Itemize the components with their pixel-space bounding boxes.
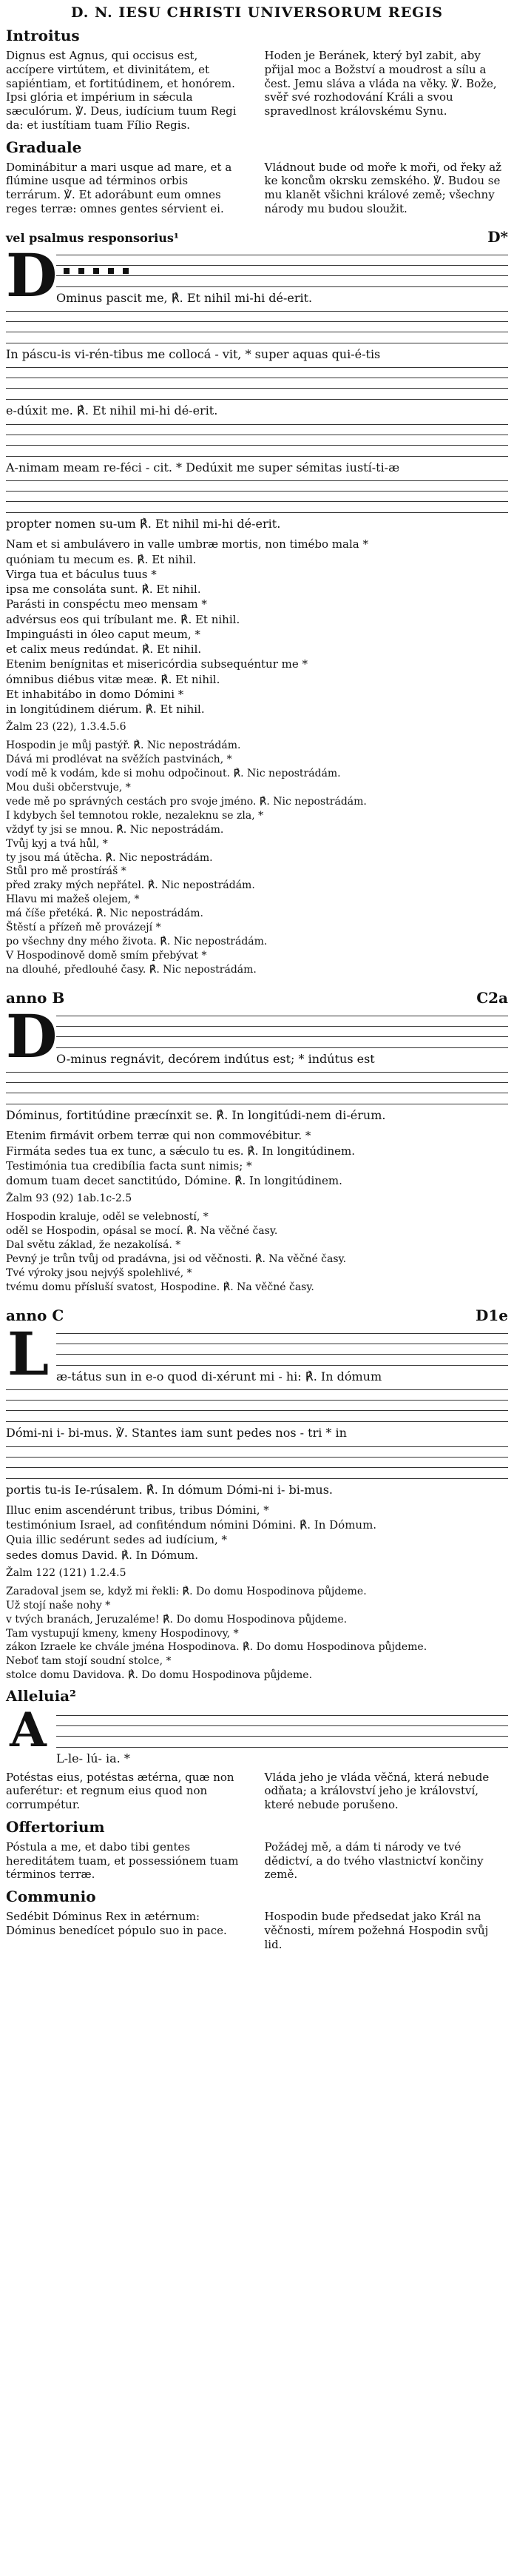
anno-b-lyric-1: O-minus regnávit, decórem indútus est; * indútus est [56, 1051, 375, 1066]
vel-psalm-ref: Žalm 23 (22), 1.3.4.5.6 [6, 721, 126, 734]
anno-b-label: anno B [6, 988, 65, 1007]
anno-c-psalm-czech [6, 1585, 508, 1683]
offertorium-title: Offertorium [6, 1817, 105, 1836]
vel-refrain-lyric: Ominus pascit me, ℟. Et nihil mi-hi dé-erit. [56, 290, 313, 305]
anno-c-verse-line: Illuc enim ascendérunt tribus, tribus Dómini, * [6, 1503, 269, 1517]
anno-b-verse-line: Firmáta sedes tua ex tunc, a sǽculo tu es. ℟. In longitúdinem. [6, 1144, 355, 1158]
staff [6, 1389, 508, 1422]
offertorium-latin: Póstula a me, et dabo tibi gentes hereditátem tuam, et possessiónem tuam términos terræ. [6, 1839, 239, 1882]
staff [56, 255, 508, 287]
alleluia-score-lines [56, 1709, 508, 1765]
psalm-line: Tam vystupují kmeny, kmeny Hospodinovy, * [6, 1627, 239, 1640]
psalm-line: Pevný je trůn tvůj od pradávna, jsi od věčnosti. ℟. Na věčné časy. [6, 1253, 347, 1266]
psalm-line: vodí mě k vodám, kde si mohu odpočinout. ℟. Nic nepostrádám. [6, 768, 341, 780]
page-title: D. N. IESU CHRISTI UNIVERSORUM REGIS [70, 4, 444, 21]
anno-b-psalm-czech [6, 1210, 508, 1294]
psalm-line: Hospodin kraluje, oděl se velebností, * [6, 1211, 209, 1224]
anno-b-initial: D [6, 1001, 58, 1071]
psalm-line: Tvé výroky jsou nejvýš spolehlivé, * [6, 1267, 192, 1279]
neumes [56, 255, 508, 286]
introitus-title: Introitus [6, 27, 80, 44]
psalm-line: Dává mi prodlévat na svěžích pastvinách, * [6, 754, 232, 766]
staff [56, 1715, 508, 1748]
anno-c-psalm-ref: Žalm 122 (121) 1.2.4.5 [6, 1566, 126, 1579]
introitus-czech: Hoden je Beránek, který byl zabit, aby přijal moc a Božství a moudrost a sílu a čest. Jemu sláva a vláda na věky. ℣. Bože, svěř své rozhodování Králi a svou spravedlnost královskému Synu. [264, 49, 497, 118]
anno-c-lyric-3: portis tu-is Ie-rúsalem. ℟. In dómum Dómi-ni i- bi-mus. [6, 1482, 333, 1497]
vel-mode: D* [487, 227, 508, 246]
psalm-line: po všechny dny mého života. ℟. Nic nepostrádám. [6, 935, 268, 947]
psalm-line: před zraky mých nepřátel. ℟. Nic nepostrádám. [6, 879, 255, 892]
neume-mark [123, 268, 129, 274]
anno-b-verse-line: Etenim firmávit orbem terræ qui non commovébitur. * [6, 1129, 311, 1143]
alleluia-czech: Vláda jeho je vláda věčná, která nebude odňata; a království jeho je království, které nebude porušeno. [264, 1770, 490, 1812]
neume-mark [78, 268, 84, 274]
communio-block [6, 1910, 508, 1951]
alleluia-lyric: L-le- lú- ia. * [56, 1751, 130, 1766]
psalm-line: Zaradoval jsem se, když mi řekli: ℟. Do domu Hospodinova půjdeme. [6, 1585, 367, 1597]
psalm-line: tvému domu přísluší svatost, Hospodine. ℟. Na věčné časy. [6, 1281, 314, 1293]
neume-mark [108, 268, 114, 274]
alleluia-initial: A [10, 1703, 47, 1759]
psalm-line: oděl se Hospodin, opásal se mocí. ℟. Na věčné časy. [6, 1225, 278, 1238]
anno-c-verse-line: testimónium Israel, ad confiténdum nómini Dómini. ℟. In Dómum. [6, 1518, 377, 1532]
staff [6, 424, 508, 457]
vel-initial: D [6, 240, 58, 310]
vel-verse-line: in longitúdinem diérum. ℟. Et nihil. [6, 702, 205, 717]
vel-psalm-czech [6, 739, 508, 976]
vel-score-lines [56, 249, 508, 305]
anno-b-score [6, 1001, 508, 1071]
anno-c-header [6, 1307, 508, 1324]
vel-line-3: A-nimam meam re-féci - cit. * Dedúxit me super sémitas iustí-ti-æ [6, 460, 400, 474]
staff [56, 1016, 508, 1048]
anno-c-verse-line: Quia illic sedérunt sedes ad iudícium, * [6, 1533, 227, 1547]
psalm-line: Dal světu základ, že nezakolísá. * [6, 1239, 181, 1252]
vel-verse-line: Et inhabitábo in domo Dómini * [6, 687, 184, 701]
offertorium-czech: Požádej mě, a dám ti národy ve tvé dědictví, a do tvého vlastnictví končiny země. [264, 1839, 484, 1882]
anno-c-label: anno C [6, 1306, 64, 1324]
staff [6, 1446, 508, 1479]
communio-czech: Hospodin bude předsedat jako Král na věčnosti, mírem požehná Hospodin svůj lid. [264, 1910, 489, 1951]
neume-mark [93, 268, 99, 274]
communio-latin: Sedébit Dóminus Rex in ætérnum: Dóminus benedícet pópulo suo in pace. [6, 1910, 227, 1937]
anno-c-lyric-1: æ-tátus sun in e-o quod di-xérunt mi - hi: ℟. In dómum [56, 1369, 382, 1383]
anno-b-verse-line: domum tuam decet sanctitúdo, Dómine. ℟. In longitúdinem. [6, 1174, 342, 1188]
staff [6, 1072, 508, 1104]
psalm-line: Stůl pro mě prostíráš * [6, 865, 126, 878]
graduale-latin: Dominábitur a mari usque ad mare, et a flúmine usque ad términos orbis terrárum. ℣. Et adorábunt eum omnes reges terræ: omnes gentes sérvient ei. [6, 160, 232, 215]
neume-mark [64, 268, 70, 274]
anno-b-verses [6, 1128, 508, 1188]
vel-line-4: propter nomen su-um ℟. Et nihil mi-hi dé-erit. [6, 517, 281, 531]
vel-verse-line: ómnibus diébus vitæ meæ. ℟. Et nihil. [6, 672, 220, 686]
anno-b-psalm-ref: Žalm 93 (92) 1ab.1c-2.5 [6, 1193, 132, 1205]
alleluia-block [6, 1771, 508, 1812]
psalm-line: vede mě po správných cestách pro svoje jméno. ℟. Nic nepostrádám. [6, 796, 367, 808]
anno-c-verses [6, 1503, 508, 1563]
anno-b-lyric-2: Dóminus, fortitúdine præcínxit se. ℟. In longitúdi-nem di-érum. [6, 1107, 386, 1122]
anno-c-verse-line: sedes domus David. ℟. In Dómum. [6, 1548, 198, 1562]
psalm-line: Tvůj kyj a tvá hůl, * [6, 837, 108, 850]
vel-verses [6, 537, 508, 717]
psalm-line: v tvých branách, Jeruzaléme! ℟. Do domu Hospodinova půjdeme. [6, 1613, 348, 1626]
anno-c-score [6, 1318, 508, 1389]
vel-verse-line: quóniam tu mecum es. ℟. Et nihil. [6, 552, 197, 566]
vel-rubric: vel psalmus responsorius¹ [6, 230, 179, 245]
offertorium-block [6, 1840, 508, 1882]
anno-c-mode: D1e [476, 1306, 508, 1324]
staff [6, 367, 508, 400]
anno-b-score-lines [56, 1010, 508, 1066]
vel-verse-line: Etenim benígnitas et misericórdia subsequéntur me * [6, 657, 308, 671]
alleluia-title: Alleluia² [6, 1687, 76, 1705]
anno-b-verse-line: Testimónia tua credibília facta sunt nimis; * [6, 1158, 252, 1173]
psalm-line: Štěstí a přízeň mě provázejí * [6, 922, 161, 934]
psalm-line: Hospodin je můj pastýř. ℟. Nic nepostrádám. [6, 739, 241, 752]
anno-c-score-lines [56, 1327, 508, 1383]
psalm-line: má číše přetéká. ℟. Nic nepostrádám. [6, 908, 203, 920]
communio-title: Communio [6, 1888, 96, 1906]
psalm-line: na dlouhé, předlouhé časy. ℟. Nic nepostrádám. [6, 963, 257, 976]
vel-line-1: In páscu-is vi-rén-tibus me collocá - vit, * super aquas qui-é-tis [6, 346, 381, 361]
vel-verse-line: et calix meus redúndat. ℟. Et nihil. [6, 643, 202, 657]
alleluia-score [6, 1703, 508, 1766]
anno-c-lyric-2: Dómi-ni i- bi-mus. ℣. Stantes iam sunt pedes nos - tri * in [6, 1426, 347, 1440]
staff [6, 311, 508, 343]
footer-gap [6, 1957, 508, 1965]
vel-verse-line: Virga tua et báculus tuus * [6, 567, 157, 581]
staff [6, 480, 508, 513]
vel-verse-line: Parásti in conspéctu meo mensam * [6, 597, 207, 611]
graduale-title: Graduale [6, 138, 82, 156]
anno-b-header [6, 989, 508, 1007]
graduale-block [6, 161, 508, 216]
anno-b-mode: C2a [476, 988, 508, 1007]
psalm-line: V Hospodinově domě smím přebývat * [6, 949, 207, 962]
psalm-line: zákon Izraele ke chvále jména Hospodinova. ℟. Do domu Hospodinova půjdeme. [6, 1641, 427, 1654]
psalm-line: I kdybych šel temnotou rokle, nezaleknu se zla, * [6, 809, 264, 822]
introitus-latin: Dignus est Agnus, qui occisus est, accípere virtútem, et divinitátem, et sapiéntiam, et fortitúdinem, et honórem. Ipsi glória et impérium in sǽcula sæculórum. ℣. Deus, iudícium tuum Regi da: et iustítiam tuam Fílio Regis. [6, 49, 237, 132]
introitus-block [6, 49, 508, 133]
anno-c-initial: L [7, 1318, 50, 1389]
staff [56, 1333, 508, 1366]
vel-header [6, 228, 508, 246]
psalm-line: Už stojí naše nohy * [6, 1599, 111, 1611]
vel-verse-line: advérsus eos qui tríbulant me. ℟. Et nihil. [6, 612, 240, 626]
alleluia-latin: Potéstas eius, potéstas ætérna, quæ non auferétur: et regnum eius quod non corrumpétur. [6, 1770, 234, 1812]
psalm-line: Hlavu mi mažeš olejem, * [6, 893, 140, 906]
vel-verse-line: Nam et si ambulávero in valle umbræ mortis, non timébo mala * [6, 537, 368, 551]
vel-verse-line: Impinguásti in óleo caput meum, * [6, 627, 200, 641]
psalm-line: ty jsou má útěcha. ℟. Nic nepostrádám. [6, 851, 213, 864]
psalm-line: vždyť ty jsi se mnou. ℟. Nic nepostrádám. [6, 823, 224, 836]
psalm-line: Mou duši občerstvuje, * [6, 782, 131, 794]
vel-score [6, 240, 508, 310]
vel-verse-line: ipsa me consoláta sunt. ℟. Et nihil. [6, 583, 201, 597]
psalm-line: stolce domu Davidova. ℟. Do domu Hospodinova půjdeme. [6, 1669, 313, 1682]
vel-line-2: e-dúxit me. ℟. Et nihil mi-hi dé-erit. [6, 403, 218, 418]
graduale-czech: Vládnout bude od moře k moři, od řeky až ke koncům okrsku zemského. ℣. Budou se mu klanět všichni králové země; všechny národy mu budou sloužit. [264, 160, 502, 215]
psalm-line: Neboť tam stojí soudní stolce, * [6, 1655, 172, 1668]
